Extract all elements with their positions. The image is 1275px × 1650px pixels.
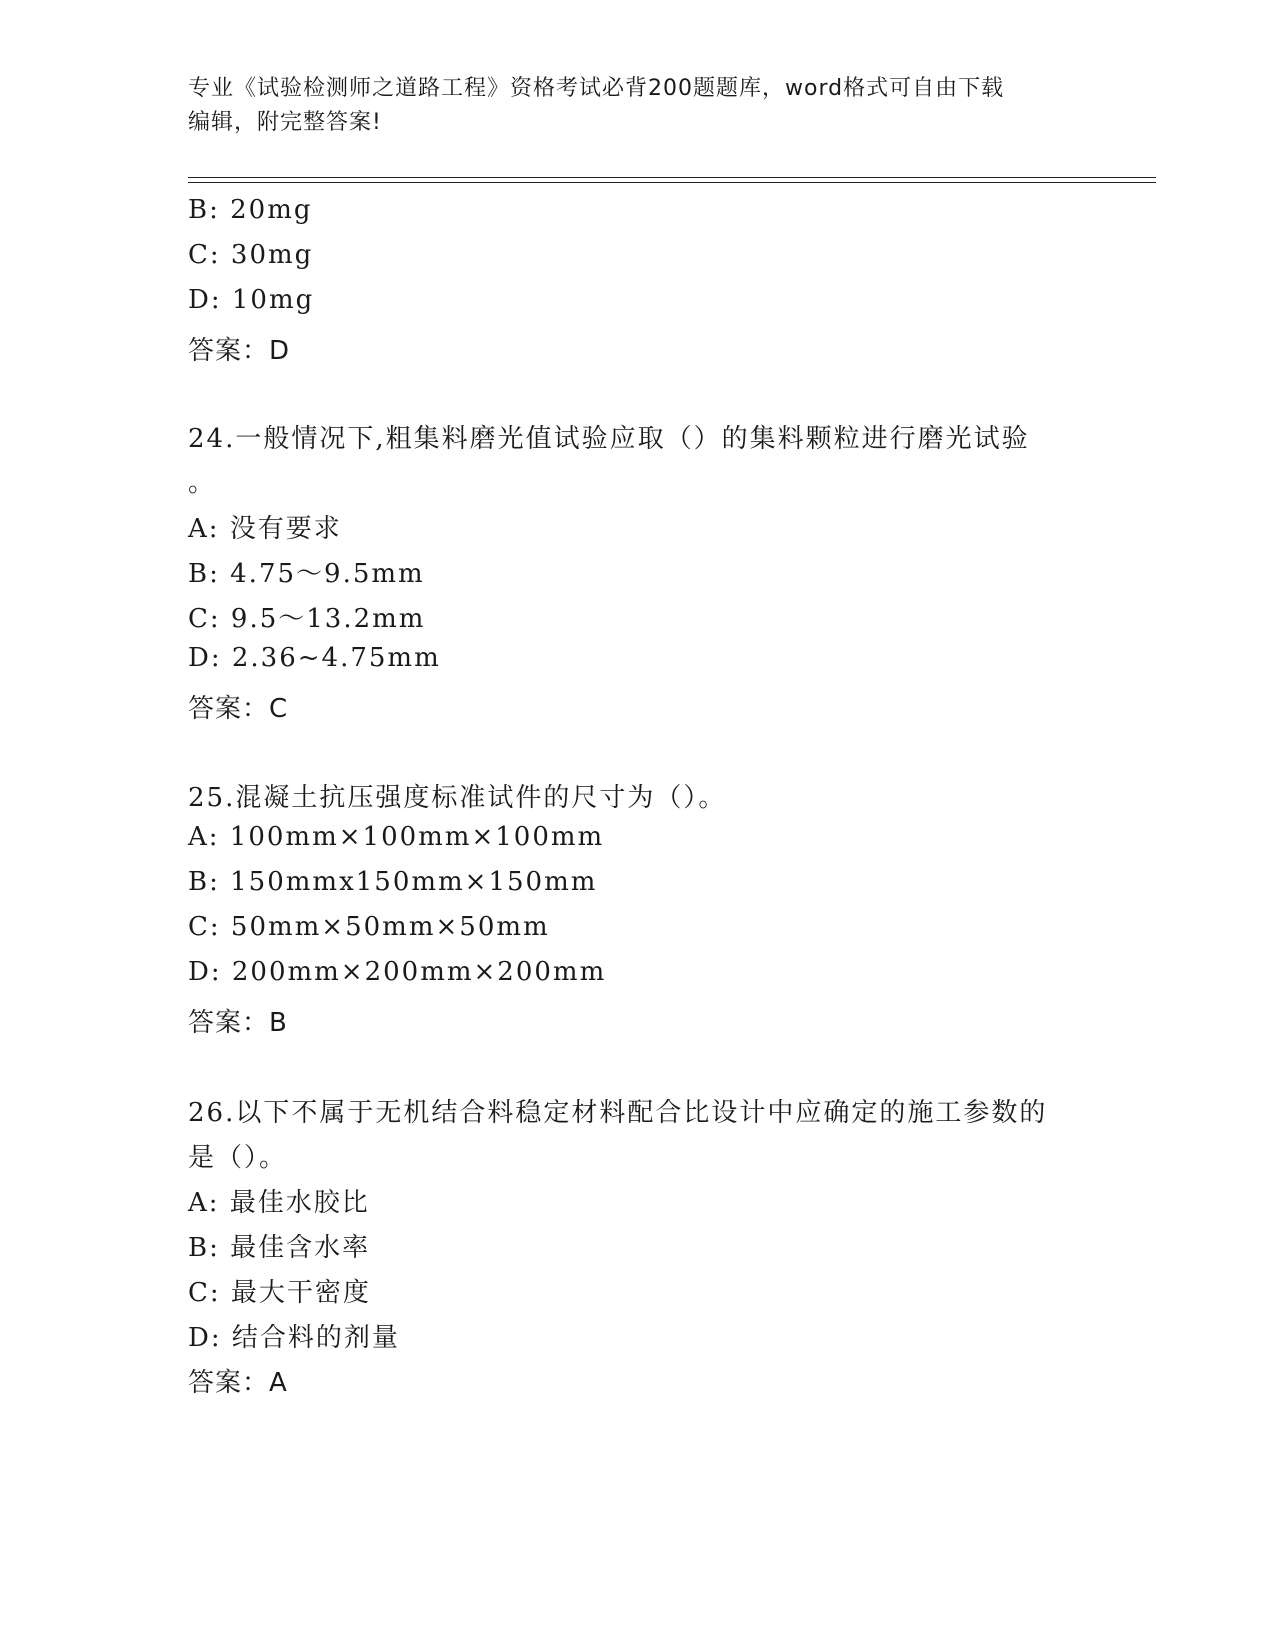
q26-stem-line2: 是（）。 [188,1143,288,1173]
q25-option-c: C: 50mm×50mm×50mm [188,912,550,942]
q25-option-b: B: 150mmx150mm×150mm [188,867,598,897]
q25-answer: 答案：B [188,1008,288,1038]
q26-option-d: D: 结合料的剂量 [188,1323,400,1353]
q23-option-c: C: 30mg [188,240,314,270]
q23-option-b: B: 20mg [188,195,313,225]
header-title-line1: 专业《试验检测师之道路工程》资格考试必背200题题库，word格式可自由下载 [188,76,1005,101]
q24-stem-line1: 24.一般情况下,粗集料磨光值试验应取（）的集料颗粒进行磨光试验 [188,424,1030,454]
header-title-line2: 编辑，附完整答案! [188,110,382,135]
q24-option-b: B: 4.75～9.5mm [188,559,425,589]
header-divider-bottom [188,182,1156,183]
q25-option-d: D: 200mm×200mm×200mm [188,957,607,987]
q24-answer: 答案：C [188,694,289,724]
q24-option-d: D: 2.36~4.75mm [188,643,441,673]
q26-option-b: B: 最佳含水率 [188,1233,371,1263]
q23-answer: 答案：D [188,336,291,366]
q26-option-a: A: 最佳水胶比 [188,1188,370,1218]
q26-stem-line1: 26.以下不属于无机结合料稳定材料配合比设计中应确定的施工参数的 [188,1098,1048,1128]
q25-option-a: A: 100mm×100mm×100mm [188,822,605,852]
q26-option-c: C: 最大干密度 [188,1278,371,1308]
q24-option-a: A: 没有要求 [188,514,342,544]
q26-answer: 答案：A [188,1368,288,1398]
q23-option-d: D: 10mg [188,285,315,315]
q24-option-c: C: 9.5～13.2mm [188,604,426,634]
q24-stem-line2: 。 [188,468,217,498]
page-header [188,72,1088,140]
q25-stem-line1: 25.混凝土抗压强度标准试件的尺寸为（）。 [188,783,727,813]
header-divider-top [188,177,1156,178]
